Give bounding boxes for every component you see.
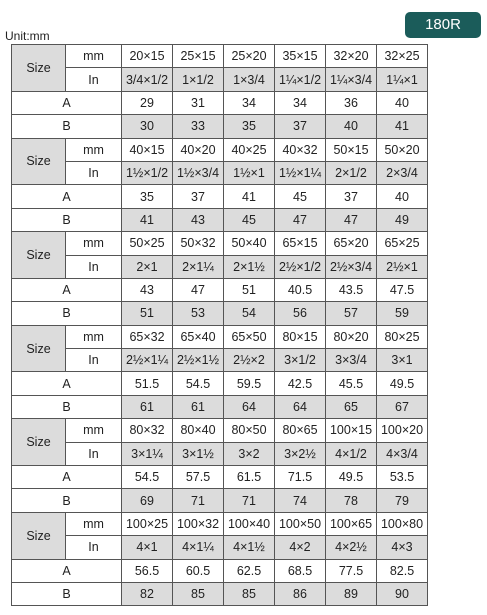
a-value-cell: 43 [122, 278, 173, 301]
b-row [12, 208, 428, 231]
in-size-cell: 4×2 [275, 536, 326, 559]
in-size-cell: 1×1/2 [173, 68, 224, 91]
b-value-cell: 61 [122, 395, 173, 418]
a-value-cell: 68.5 [275, 559, 326, 582]
mm-unit-label: mm [66, 45, 122, 68]
in-size-cell: 4×1 [122, 536, 173, 559]
in-size-cell: 3×2½ [275, 442, 326, 465]
b-value-cell: 40 [326, 115, 377, 138]
a-label: A [12, 278, 122, 301]
b-value-cell: 64 [275, 395, 326, 418]
a-value-cell: 56.5 [122, 559, 173, 582]
mm-row [12, 325, 428, 348]
in-size-cell: 1¼×3/4 [326, 68, 377, 91]
b-value-cell: 71 [224, 489, 275, 512]
mm-size-cell: 65×15 [275, 232, 326, 255]
b-value-cell: 78 [326, 489, 377, 512]
in-row [12, 442, 428, 465]
b-value-cell: 56 [275, 302, 326, 325]
b-value-cell: 37 [275, 115, 326, 138]
a-label: A [12, 466, 122, 489]
a-value-cell: 37 [326, 185, 377, 208]
in-size-cell: 1¼×1 [377, 68, 428, 91]
a-row [12, 372, 428, 395]
size-label: Size [12, 325, 66, 372]
a-value-cell: 40 [377, 185, 428, 208]
a-value-cell: 53.5 [377, 466, 428, 489]
a-value-cell: 61.5 [224, 466, 275, 489]
a-value-cell: 54.5 [122, 466, 173, 489]
mm-size-cell: 50×32 [173, 232, 224, 255]
in-size-cell: 3×1¼ [122, 442, 173, 465]
a-value-cell: 60.5 [173, 559, 224, 582]
in-size-cell: 1×3/4 [224, 68, 275, 91]
b-value-cell: 82 [122, 582, 173, 605]
in-unit-label: In [66, 442, 122, 465]
in-size-cell: 1½×1¼ [275, 161, 326, 184]
mm-size-cell: 100×65 [326, 512, 377, 535]
mm-size-cell: 32×20 [326, 45, 377, 68]
mm-size-cell: 50×25 [122, 232, 173, 255]
a-value-cell: 34 [224, 91, 275, 114]
mm-unit-label: mm [66, 138, 122, 161]
b-row [12, 302, 428, 325]
a-value-cell: 47.5 [377, 278, 428, 301]
in-size-cell: 3×3/4 [326, 349, 377, 372]
mm-size-cell: 65×32 [122, 325, 173, 348]
mm-size-cell: 32×25 [377, 45, 428, 68]
b-row [12, 115, 428, 138]
b-value-cell: 61 [173, 395, 224, 418]
a-value-cell: 37 [173, 185, 224, 208]
mm-size-cell: 80×65 [275, 419, 326, 442]
in-unit-label: In [66, 161, 122, 184]
a-value-cell: 49.5 [326, 466, 377, 489]
a-value-cell: 40.5 [275, 278, 326, 301]
mm-size-cell: 65×20 [326, 232, 377, 255]
b-value-cell: 47 [326, 208, 377, 231]
in-unit-label: In [66, 536, 122, 559]
mm-size-cell: 20×15 [122, 45, 173, 68]
b-label: B [12, 489, 122, 512]
b-value-cell: 45 [224, 208, 275, 231]
b-value-cell: 86 [275, 582, 326, 605]
a-value-cell: 36 [326, 91, 377, 114]
in-row [12, 536, 428, 559]
a-row [12, 91, 428, 114]
b-value-cell: 30 [122, 115, 173, 138]
mm-size-cell: 40×32 [275, 138, 326, 161]
a-value-cell: 59.5 [224, 372, 275, 395]
a-value-cell: 49.5 [377, 372, 428, 395]
a-row [12, 278, 428, 301]
in-size-cell: 3×1 [377, 349, 428, 372]
a-value-cell: 45.5 [326, 372, 377, 395]
mm-size-cell: 35×15 [275, 45, 326, 68]
mm-size-cell: 50×40 [224, 232, 275, 255]
mm-size-cell: 100×15 [326, 419, 377, 442]
mm-size-cell: 100×80 [377, 512, 428, 535]
a-value-cell: 54.5 [173, 372, 224, 395]
b-value-cell: 90 [377, 582, 428, 605]
mm-size-cell: 50×20 [377, 138, 428, 161]
b-value-cell: 67 [377, 395, 428, 418]
in-row [12, 161, 428, 184]
a-value-cell: 51 [224, 278, 275, 301]
mm-row [12, 138, 428, 161]
in-unit-label: In [66, 349, 122, 372]
a-value-cell: 57.5 [173, 466, 224, 489]
mm-size-cell: 100×40 [224, 512, 275, 535]
in-size-cell: 2×1/2 [326, 161, 377, 184]
b-row [12, 489, 428, 512]
b-row [12, 582, 428, 605]
dimension-table [11, 44, 428, 606]
a-label: A [12, 185, 122, 208]
mm-size-cell: 80×32 [122, 419, 173, 442]
mm-size-cell: 50×15 [326, 138, 377, 161]
mm-size-cell: 40×15 [122, 138, 173, 161]
mm-size-cell: 40×25 [224, 138, 275, 161]
b-label: B [12, 395, 122, 418]
b-value-cell: 65 [326, 395, 377, 418]
b-value-cell: 41 [377, 115, 428, 138]
a-value-cell: 42.5 [275, 372, 326, 395]
b-value-cell: 59 [377, 302, 428, 325]
b-value-cell: 79 [377, 489, 428, 512]
b-value-cell: 74 [275, 489, 326, 512]
size-label: Size [12, 138, 66, 185]
in-size-cell: 2×3/4 [377, 161, 428, 184]
mm-unit-label: mm [66, 419, 122, 442]
a-row [12, 185, 428, 208]
a-row [12, 466, 428, 489]
mm-size-cell: 25×15 [173, 45, 224, 68]
in-size-cell: 2½×2 [224, 349, 275, 372]
mm-size-cell: 80×15 [275, 325, 326, 348]
a-label: A [12, 372, 122, 395]
mm-unit-label: mm [66, 512, 122, 535]
mm-row [12, 512, 428, 535]
a-row [12, 559, 428, 582]
in-row [12, 349, 428, 372]
in-size-cell: 4×1½ [224, 536, 275, 559]
in-size-cell: 2½×1¼ [122, 349, 173, 372]
b-value-cell: 85 [173, 582, 224, 605]
in-unit-label: In [66, 68, 122, 91]
in-unit-label: In [66, 255, 122, 278]
mm-unit-label: mm [66, 232, 122, 255]
size-label: Size [12, 512, 66, 559]
b-label: B [12, 115, 122, 138]
in-size-cell: 2½×1½ [173, 349, 224, 372]
b-value-cell: 51 [122, 302, 173, 325]
a-value-cell: 29 [122, 91, 173, 114]
b-value-cell: 47 [275, 208, 326, 231]
mm-row [12, 45, 428, 68]
in-size-cell: 3×1½ [173, 442, 224, 465]
b-value-cell: 89 [326, 582, 377, 605]
in-row [12, 255, 428, 278]
a-value-cell: 77.5 [326, 559, 377, 582]
b-label: B [12, 302, 122, 325]
mm-size-cell: 25×20 [224, 45, 275, 68]
a-value-cell: 35 [122, 185, 173, 208]
mm-unit-label: mm [66, 325, 122, 348]
in-size-cell: 1½×3/4 [173, 161, 224, 184]
a-value-cell: 47 [173, 278, 224, 301]
in-size-cell: 3×1/2 [275, 349, 326, 372]
a-value-cell: 82.5 [377, 559, 428, 582]
in-size-cell: 2×1 [122, 255, 173, 278]
mm-size-cell: 40×20 [173, 138, 224, 161]
b-value-cell: 69 [122, 489, 173, 512]
in-size-cell: 1¼×1/2 [275, 68, 326, 91]
in-size-cell: 4×3/4 [377, 442, 428, 465]
b-value-cell: 33 [173, 115, 224, 138]
size-label: Size [12, 232, 66, 279]
in-size-cell: 2½×1/2 [275, 255, 326, 278]
in-size-cell: 2×1¼ [173, 255, 224, 278]
a-value-cell: 31 [173, 91, 224, 114]
in-size-cell: 4×1/2 [326, 442, 377, 465]
model-badge: 180R [405, 12, 481, 38]
mm-size-cell: 65×50 [224, 325, 275, 348]
a-value-cell: 40 [377, 91, 428, 114]
in-row [12, 68, 428, 91]
mm-size-cell: 100×25 [122, 512, 173, 535]
b-value-cell: 54 [224, 302, 275, 325]
in-size-cell: 3×2 [224, 442, 275, 465]
in-size-cell: 2½×1 [377, 255, 428, 278]
mm-row [12, 232, 428, 255]
b-value-cell: 71 [173, 489, 224, 512]
in-size-cell: 2½×3/4 [326, 255, 377, 278]
mm-size-cell: 65×25 [377, 232, 428, 255]
mm-size-cell: 65×40 [173, 325, 224, 348]
unit-label: Unit:mm [5, 29, 50, 43]
mm-size-cell: 80×20 [326, 325, 377, 348]
b-label: B [12, 582, 122, 605]
in-size-cell: 4×2½ [326, 536, 377, 559]
b-value-cell: 41 [122, 208, 173, 231]
b-value-cell: 64 [224, 395, 275, 418]
b-value-cell: 35 [224, 115, 275, 138]
b-label: B [12, 208, 122, 231]
size-label: Size [12, 45, 66, 92]
in-size-cell: 1½×1/2 [122, 161, 173, 184]
a-value-cell: 34 [275, 91, 326, 114]
in-size-cell: 3/4×1/2 [122, 68, 173, 91]
mm-size-cell: 100×20 [377, 419, 428, 442]
a-value-cell: 71.5 [275, 466, 326, 489]
in-size-cell: 4×3 [377, 536, 428, 559]
in-size-cell: 1½×1 [224, 161, 275, 184]
b-value-cell: 43 [173, 208, 224, 231]
a-value-cell: 51.5 [122, 372, 173, 395]
b-value-cell: 49 [377, 208, 428, 231]
mm-size-cell: 100×50 [275, 512, 326, 535]
a-value-cell: 43.5 [326, 278, 377, 301]
in-size-cell: 4×1¼ [173, 536, 224, 559]
size-label: Size [12, 419, 66, 466]
b-value-cell: 53 [173, 302, 224, 325]
mm-size-cell: 80×50 [224, 419, 275, 442]
mm-size-cell: 100×32 [173, 512, 224, 535]
a-label: A [12, 91, 122, 114]
b-value-cell: 57 [326, 302, 377, 325]
b-value-cell: 85 [224, 582, 275, 605]
a-value-cell: 41 [224, 185, 275, 208]
mm-size-cell: 80×25 [377, 325, 428, 348]
in-size-cell: 2×1½ [224, 255, 275, 278]
a-label: A [12, 559, 122, 582]
a-value-cell: 62.5 [224, 559, 275, 582]
a-value-cell: 45 [275, 185, 326, 208]
mm-row [12, 419, 428, 442]
mm-size-cell: 80×40 [173, 419, 224, 442]
b-row [12, 395, 428, 418]
